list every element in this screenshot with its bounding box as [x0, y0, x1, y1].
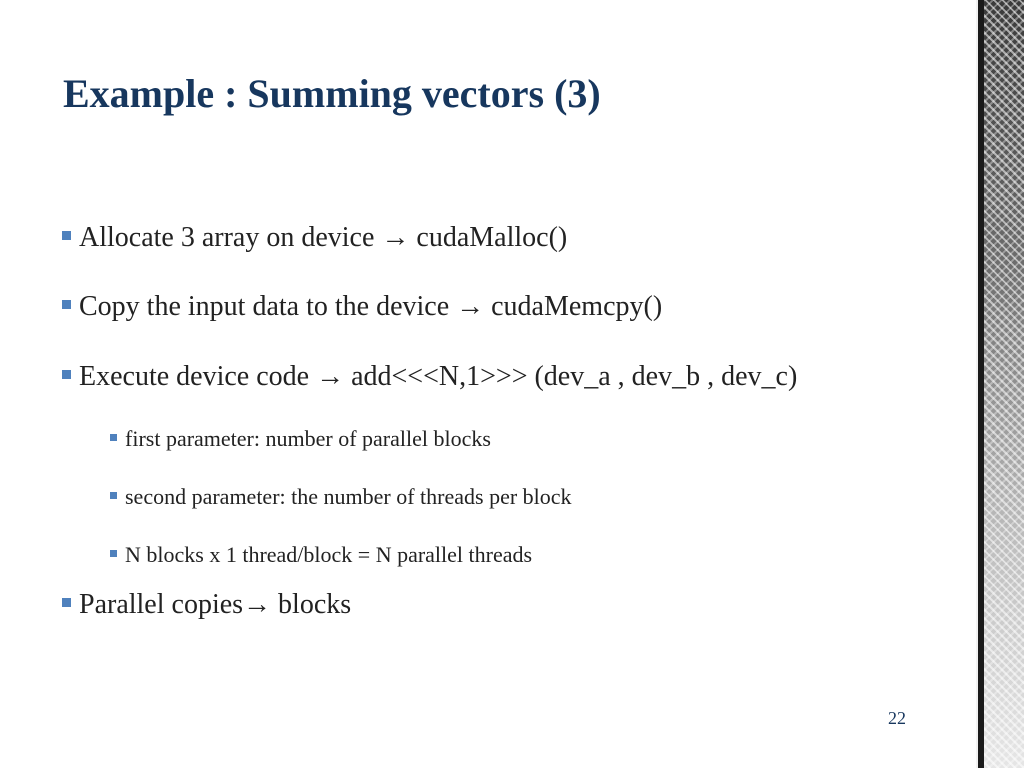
square-bullet-icon [62, 300, 71, 309]
bullet-item [62, 361, 797, 393]
bullet-text: Parallel copies→ blocks [79, 589, 352, 620]
bullet-text: Allocate 3 array on device → cudaMalloc() [79, 222, 568, 253]
square-bullet-icon [110, 492, 117, 499]
decorative-border-line [976, 0, 984, 768]
sub-bullet-item [110, 426, 491, 452]
sub-bullet-item [110, 542, 532, 568]
bullet-item [62, 291, 662, 323]
square-bullet-icon [62, 598, 71, 607]
bullet-text: Copy the input data to the device → cudaMemcpy() [79, 291, 663, 322]
square-bullet-icon [62, 231, 71, 240]
square-bullet-icon [62, 370, 71, 379]
page-number: 22 [888, 708, 906, 728]
decorative-border [980, 0, 1024, 768]
bullet-text: Execute device code → add<<<N,1>>> (dev_a , dev_b , dev_c) [79, 361, 798, 392]
sub-bullet-text: second parameter: the number of threads per block [125, 484, 572, 509]
square-bullet-icon [110, 434, 117, 441]
slide-title: Example : Summing vectors (3) [63, 71, 601, 116]
sub-bullet-text: N blocks x 1 thread/block = N parallel threads [125, 542, 533, 567]
square-bullet-icon [110, 550, 117, 557]
bullet-item [62, 222, 567, 254]
sub-bullet-text: first parameter: number of parallel blocks [125, 426, 491, 451]
sub-bullet-item [110, 484, 572, 510]
bullet-item [62, 589, 351, 621]
